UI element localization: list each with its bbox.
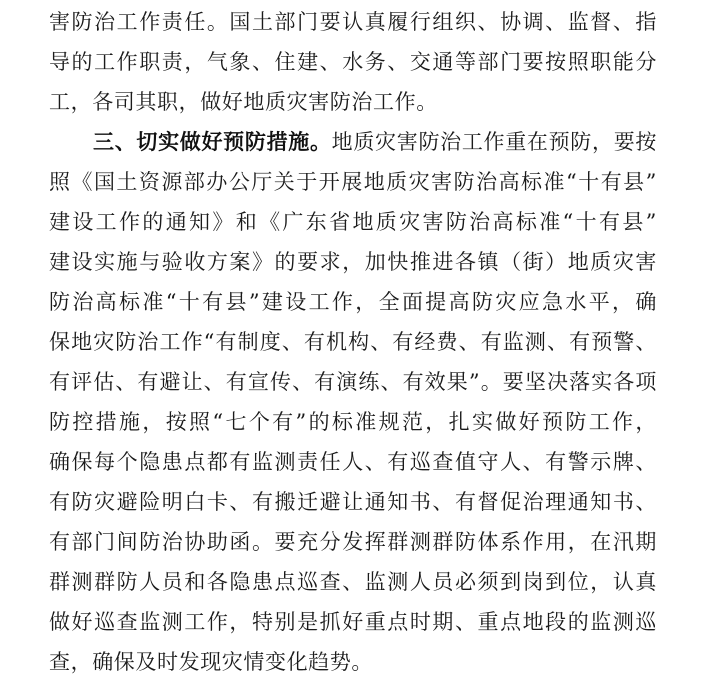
paragraph-2-line-6: 保地灾防治工作“有制度、有机构、有经费、有监测、有预警、: [49, 330, 657, 354]
paragraph-2-line-11: 有部门间防治协助函。要充分发挥群测群防体系作用，在汛期: [49, 530, 657, 554]
paragraph-2-line-1: [93, 123, 657, 161]
paragraph-1-line-1: 害防治工作责任。国土部门要认真履行组织、协调、监督、指: [49, 10, 657, 34]
paragraph-2-line-10: 有防灾避险明白卡、有搬迁避让通知书、有督促治理通知书、: [49, 490, 657, 514]
paragraph-2-line-9: 确保每个隐患点都有监测责任人、有巡查值守人、有警示牌、: [49, 450, 657, 474]
paragraph-2-line-3: 建设工作的通知》和《广东省地质灾害防治高标准“十有县”: [49, 210, 657, 234]
paragraph-2-line-5: 防治高标准“十有县”建设工作，全面提高防灾应急水平，确: [49, 290, 657, 314]
paragraph-1-line-2: 导的工作职责，气象、住建、水务、交通等部门要按照职能分: [49, 50, 657, 74]
paragraph-2-line-1-text: 地质灾害防治工作重在预防，要按: [331, 130, 657, 154]
paragraph-2-line-2: 照《国土资源部办公厅关于开展地质灾害防治高标准“十有县”: [49, 170, 657, 194]
paragraph-2-line-13: 做好巡查监测工作，特别是抓好重点时期、重点地段的监测巡: [49, 610, 657, 634]
paragraph-2-line-7: 有评估、有避让、有宣传、有演练、有效果”。要坚决落实各项: [49, 370, 657, 394]
paragraph-2-line-12: 群测群防人员和各隐患点巡查、监测人员必须到岗到位，认真: [49, 570, 657, 594]
paragraph-2-line-4: 建设实施与验收方案》的要求，加快推进各镇（街）地质灾害: [49, 250, 657, 274]
paragraph-2-line-14: 查，确保及时发现灾情变化趋势。: [49, 650, 373, 674]
section-heading: 三、切实做好预防措施。: [93, 130, 332, 154]
paragraph-2-line-8: 防控措施，按照“七个有”的标准规范，扎实做好预防工作，: [49, 410, 657, 434]
paragraph-1-line-3: 工，各司其职，做好地质灾害防治工作。: [49, 90, 438, 114]
